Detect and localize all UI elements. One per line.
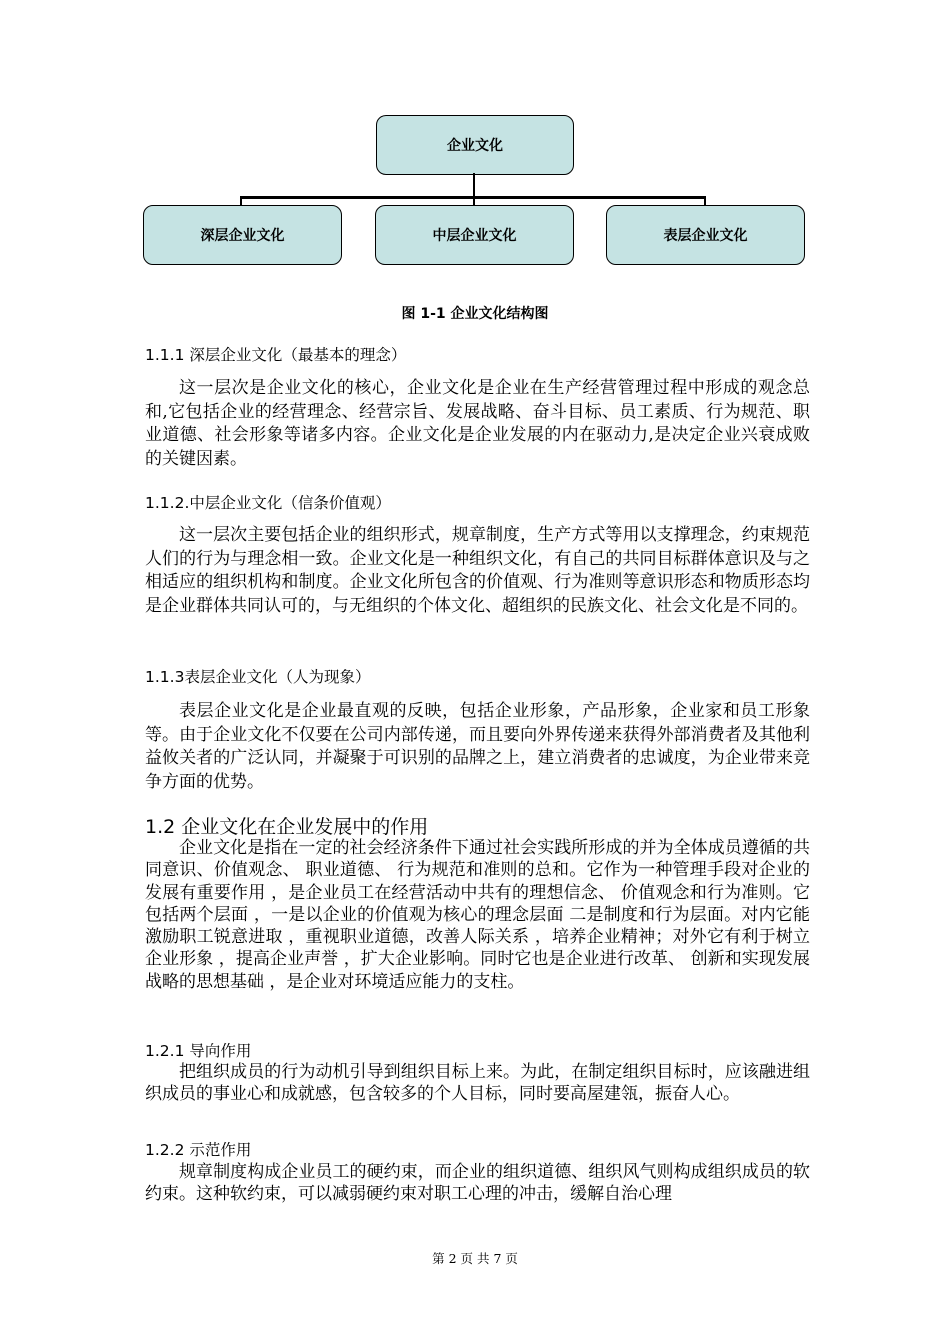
connector-vertical [473,173,475,197]
section-paragraph: 这一层次是企业文化的核心，企业文化是企业在生产经营管理过程中形成的观念总和,它包括企业的经营理念、经营宗旨、发展战略、奋斗目标、员工素质、行为规范、职业道德、社会形象等诸多内容。企业文化是企业发展的内在驱动力,是决定企业兴衰成败的关键因素。 [145,378,810,469]
chart-node-deep: 深层企业文化 [143,205,342,265]
section-paragraph: 企业文化是指在一定的社会经济条件下通过社会实践所形成的并为全体成员遵循的共同意识、价值观念、 职业道德、 行为规范和准则的总和。它作为一种管理手段对企业的发展有重要作用 ，是企业员工在经营活动中共有的理想信念、 价值观念和行为准则。它包括两个层面 ，一是以企业的价值观为核心的理念层面 二是制度和行为层面。对内它能激励职工锐意进取 ，重视职业道德，改善人际关系 ，培养企业精神；对外它有利于树立企业形象 ，提高企业声誉 ，扩大企业影响。同时它也是企业进行改革、 创新和实现发展战略的思想基础 ，是企业对环境适应能力的支柱。 [145,838,810,992]
section-heading: 1.1.1 深层企业文化（最基本的理念） [145,346,407,364]
chart-node-middle: 中层企业文化 [375,205,574,265]
chapter-heading: 1.2 企业文化在企业发展中的作用 [145,816,429,838]
section-paragraph: 表层企业文化是企业最直观的反映，包括企业形象，产品形象，企业家和员工形象等。由于企业文化不仅要在公司内部传递，而且要向外界传递来获得外部消费者及其他利益攸关者的广泛认同，并凝聚于可识别的品牌之上，建立消费者的忠诚度，为企业带来竞争方面的优势。 [145,701,810,792]
section-paragraph: 把组织成员的行为动机引导到组织目标上来。为此，在制定组织目标时，应该融进组织成员的事业心和成就感，包含较多的个人目标，同时要高屋建瓴，振奋人心。 [145,1062,810,1105]
section-heading: 1.1.3表层企业文化（人为现象） [145,668,371,686]
section-heading: 1.1.2.中层企业文化（信条价值观） [145,494,391,512]
section-paragraph: 这一层次主要包括企业的组织形式，规章制度，生产方式等用以支撑理念，约束规范人们的行为与理念相一致。企业文化是一种组织文化，有自己的共同目标群体意识及与之相适应的组织机构和制度。企业文化所包含的价值观、行为准则等意识形态和物质形态均是企业群体共同认可的，与无组织的个体文化、超组织的民族文化、社会文化是不同的。 [145,525,810,616]
chart-root-node: 企业文化 [376,115,574,175]
page-footer: 第 2 页 共 7 页 [432,1251,518,1266]
chart-node-surface: 表层企业文化 [606,205,805,265]
section-heading: 1.2.2 示范作用 [145,1141,252,1159]
section-heading: 1.2.1 导向作用 [145,1042,252,1060]
section-paragraph: 规章制度构成企业员工的硬约束，而企业的组织道德、组织风气则构成组织成员的软约束。这种软约束，可以减弱硬约束对职工心理的冲击，缓解自治心理 [145,1162,810,1205]
figure-caption: 图 1-1 企业文化结构图 [401,306,549,322]
